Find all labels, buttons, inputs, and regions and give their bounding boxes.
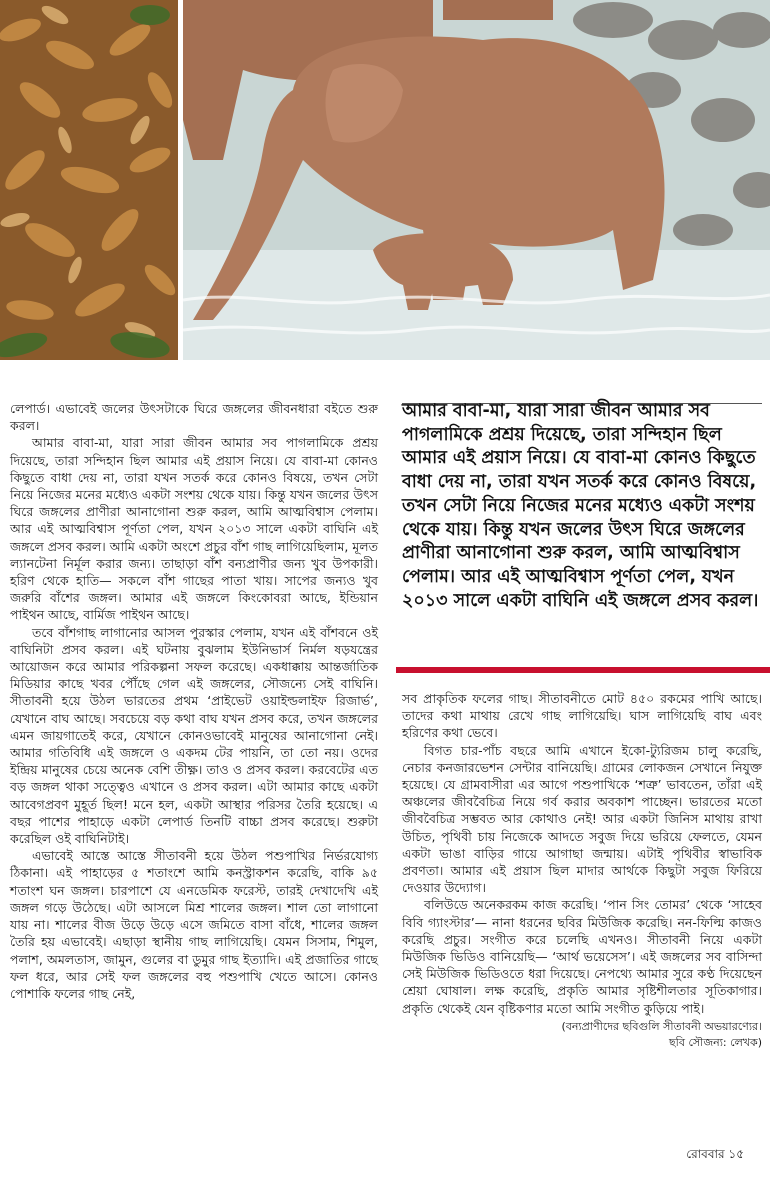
pull-quote: আমার বাবা-মা, যারা সারা জীবন আমার সব পাগলামিকে প্রশ্রয় দিয়েছে, তারা সন্দিহান ছিল আমার এই প্রয়াস নিয়ে। যে বাবা-মা কোনও কিছুতে বাধা দেয় না, তারা যখন সতর্ক করে কোনও বিষয়ে, তখন সেটা নিয়ে নিজের মনের মধ্যেও একটা সংশয় থেকে যায়। কিন্তু যখন জলের উৎস ঘিরে জঙ্গলের প্রাণীরা আনাগোনা শুরু করল, আমি আত্মবিশ্বাস পেলাম। আর এই আত্মবিশ্বাস পূর্ণতা পেল, যখন ২০১৩ সালে একটা বাঘিনি এই জঙ্গলে প্রসব করল। (402, 401, 759, 611)
credits-line-2: ছবি সৌজন্য: লেখক) (669, 1035, 762, 1049)
elephant-herd-photo (183, 0, 770, 360)
left-paragraph: এভাবেই আস্তে আস্তে সীতাবনী হয়ে উঠল পশুপাখির নির্ভরযোগ্য ঠিকানা। এই পাহাড়ের ৫ শতাংশে আমি কনস্ট্রাকশন করেছি, বাকি ৯৫ শতাংশ ঘন জঙ্গল। চারপাশে যে এনডেমিক ফরেস্ট, তারই দেখাদেখি এই জঙ্গল গড়ে উঠেছে। এটা আসলে মিশ্র শালের জঙ্গল। শাল তো লাগানো যায় না। শালের বীজ উড়ে উড়ে এসে জমিতে বাসা বাঁধে, শালের জঙ্গল তৈরি হয় এভাবেই। এছাড়া স্থানীয় গাছ লাগিয়েছি। যেমন সিসাম, শিমুল, পলাশ, অমলতাস, জামুন, গুলের বা ডুমুর গাছ ইত্যাদি। এই প্রজাতির গাছে ফল ধরে, আর সেই ফল জঙ্গলের বহু পশুপাখি খেতে আসে। কোনও পোশাকি ফলের গাছ নেই, (10, 848, 378, 1001)
red-divider-bar (396, 667, 770, 673)
right-column (402, 690, 762, 1051)
page-footer: রোববার ১৫ (686, 1147, 744, 1161)
right-paragraph: বলিউডে অনেকরকম কাজ করেছি। ‘পান সিং তোমর’ থেকে ‘সাহেব বিবি গ্যাংস্টার’— নানা ধরনের ছবির মিউজিক করেছি। নন-ফিল্মি কাজও করেছি প্রচুর। সংগীত করে চলেছি এখনও। সীতাবনী নিয়ে একটা মিউজিক ভিডিও বানিয়েছি— ‘আর্থ ভয়েসেস’। এই জঙ্গলের সব বাসিন্দা সেই মিউজিক ভিডিওতে ধরা দিয়েছে। নেপথ্যে আমার সুরে কণ্ঠ দিয়েছেন শ্রেয়া ঘোষাল। লক্ষ করেছি, প্রকৃতি আমার সৃষ্টিশীলতার সূতিকাগার। প্রকৃতি থেকেই যেন বৃষ্টিকণার মতো আমি সংগীত কুড়িয়ে পাই। (402, 897, 762, 1016)
left-column (10, 400, 378, 1002)
right-paragraph: সব প্রাকৃতিক ফলের গাছ। সীতাবনীতে মোট ৪৫০ রকমের পাখি আছে। তাদের কথা মাথায় রেখে গাছ লাগিয়েছি। ঘাস লাগিয়েছি বাঘ এবং হরিণের কথা ভেবে। (402, 691, 762, 741)
left-paragraph: তবে বাঁশগাছ লাগানোর আসল পুরস্কার পেলাম, যখন এই বাঁশবনে ওই বাঘিনিটা প্রসব করল। এই ঘটনায় বুঝলাম ইউনিভার্স নির্মল ষড়যন্ত্রের আয়োজন করে আমার পরিকল্পনা সফল করেছে। একধাক্কায় আন্তর্জাতিক মিডিয়ার কাছে খবর পৌঁছে গেল এই জঙ্গলের, সৌজন্যে সেই বাঘিনি। সীতাবনী হয়ে উঠল ভারতের প্রথম ‘প্রাইভেট ওয়াইল্ডলাইফ রিজার্ভ’, যেখানে বাঘ আছে। সবচেয়ে বড় কথা বাঘ যখন প্রসব করে, তখন জঙ্গলের এমন জায়গাতেই করে, যেখানে কোনওভাবেই মানুষের আনাগোনা নেই। আমার গতিবিধি এই জঙ্গলে ও একদম টের পায়নি, তা তো নয়। ওদের ইন্দ্রিয় মানুষের চেয়ে অনেক বেশি তীক্ষ্ণ। তাও ও প্রসব করল। করবেটের এত বড় জঙ্গল থাকা সত্ত্বেও এখানে ও প্রসব করল। এটা আমার কাছে একটা আবেগপ্রবণ মুহূর্ত ছিল! মনে হল, একটা আস্থার পরিসর তৈরি হয়েছে। এ বছর পাশের পাহাড়ে একটা লেপার্ড তিনটি বাচ্চা প্রসব করেছে। শুরুটা করেছিল ওই বাঘিনিটাই। (10, 624, 378, 847)
photo-strip (0, 0, 770, 360)
photo-credits (402, 1019, 762, 1051)
left-paragraph: লেপার্ড। এভাবেই জলের উৎসটাকে ঘিরে জঙ্গলের জীবনধারা বইতে শুরু করল। (10, 401, 378, 434)
left-paragraph: আমার বাবা-মা, যারা সারা জীবন আমার সব পাগলামিকে প্রশ্রয় দিয়েছে, তারা সন্দিহান ছিল আমার এই প্রয়াস নিয়ে। যে বাবা-মা কোনও কিছুতে বাধা দেয় না, তারা যখন সতর্ক করে কোনও বিষয়ে, তখন সেটা নিয়ে নিজের মনের মধ্যেও একটা সংশয় থেকে যায়। কিন্তু যখন জলের উৎস ঘিরে জঙ্গলের প্রাণীরা আনাগোনা শুরু করল, আমি আত্মবিশ্বাস পেলাম। আর এই আত্মবিশ্বাস পূর্ণতা পেল, যখন ২০১৩ সালে একটা বাঘিনি এই জঙ্গলে প্রসব করল। আমি একটা অংশে প্রচুর বাঁশ গাছ লাগিয়েছিলাম, মূলত ল্যানটেনা নির্মূল করার জন্য। তাছাড়া বাঁশ বন্যপ্রাণীর জন্য খুব উপকারী। হরিণ থেকে হাতি— সকলে বাঁশ গাছের পাতা খায়। সাপের জন্যও খুব জরুরি বাঁশের জঙ্গল। আমার এই জঙ্গলে কিংকোবরা আছে, ইন্ডিয়ান পাইথন আছে, বার্মিজ পাইথন আছে। (10, 435, 378, 623)
leaf-litter-photo (0, 0, 178, 360)
right-paragraph: বিগত চার-পাঁচ বছরে আমি এখানে ইকো-ট্যুরিজম চালু করেছি, নেচার কনজারভেশন সেন্টার বানিয়েছি। গ্রামের লোকজন সেখানে নিযুক্ত হয়েছে। যে গ্রামবাসীরা এর আগে পশুপাখিকে ‘শত্রু’ ভাবতেন, তাঁরা এই অঞ্চলের জীববৈচিত্র নিয়ে গর্ব করার অবকাশ পাচ্ছেন। ভারতের মতো জীববৈচিত্র সম্ভবত আর কোথাও নেই! আর একটা জিনিস মাথায় রাখা উচিত, পৃথিবী চায় নিজেকে আদতে সবুজ দিয়ে ভরিয়ে ফেলতে, যেমন একটা ভাঙা বাড়ির গায়ে আগাছা জন্মায়। এটাই পৃথিবীর স্বাভাবিক প্রবণতা। আমার এই প্রয়াস ছিল মাদার আর্থকে কিছুটা সবুজ ফিরিয়ে দেওয়ার উদ্যোগ। (402, 742, 762, 896)
credits-line-1: (বন্যপ্রাণীদের ছবিগুলি সীতাবনী অভয়ারণ্যের। (561, 1019, 762, 1033)
